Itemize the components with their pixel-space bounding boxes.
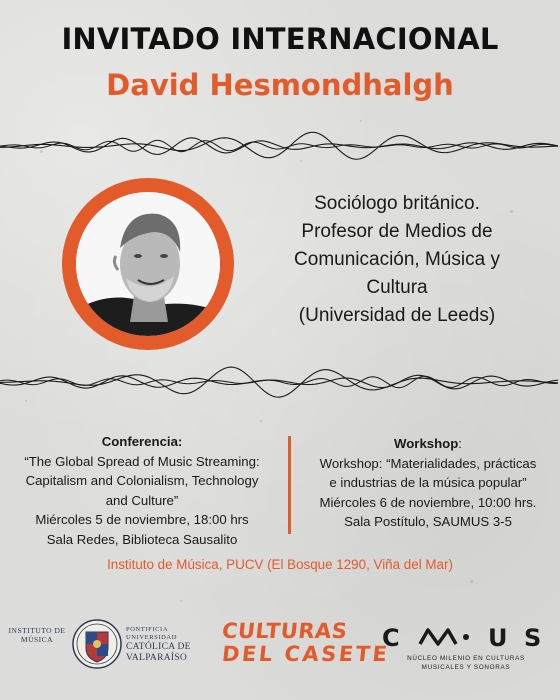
logo-text: CASETE [283,642,391,666]
conference-line: Capitalism and Colonialism, Technology [25,473,259,488]
logo-text [220,642,391,666]
logo-text: DEL [220,642,276,666]
culturas-del-casete-logo [220,619,391,678]
conference-label: Conferencia: [101,434,183,449]
camus-subtitle [380,654,552,672]
conference-line: “The Global Spread of Music Streaming: [24,453,260,469]
bottom-sound-wave [0,362,560,402]
logo-text: PONTIFICIA [126,626,169,633]
logo-text: CATÓLICA DE [126,642,191,652]
page-title: INVITADO INTERNACIONAL [61,22,499,56]
speaker-photo [76,192,220,336]
logo-text: VALPARAÍSO [126,653,188,663]
conference-line: Miércoles 5 de noviembre, 18:00 hrs [35,512,249,527]
bio-line: Comunicación, Música y [294,249,500,270]
texture-speckle [260,420,262,422]
speaker-portrait-image [76,192,220,336]
logo-text: MÚSICA [20,635,54,644]
workshop-line: e industrias de la música popular” [329,475,527,490]
conference-section [4,432,280,549]
conference-line: and Culture” [105,492,179,508]
camus-wave-mark [420,630,456,644]
workshop-heading [296,434,560,454]
texture-speckle [360,120,362,122]
camus-logo [380,624,552,650]
camus-dot [463,634,469,640]
logo-text: UNIVERSIDAD [126,634,178,641]
workshop-line: Sala Postítulo, SAUMUS 3-5 [344,514,512,529]
top-sound-wave [0,126,560,166]
workshop-section [296,434,560,532]
logo-text: MUSICALES Y SONORAS [421,664,511,671]
pucv-seal-icon [72,616,122,672]
section-divider [288,436,291,534]
logo-text: CULTURAS [220,619,349,643]
camus-letter: S [524,624,542,650]
camus-letter: C [382,624,400,650]
logo-text: INSTITUTO DE [8,626,66,635]
workshop-label-suffix: : [458,436,462,451]
bio-line: (Universidad de Leeds) [298,305,496,326]
logo-text: NÚCLEO MILENIO EN CULTURAS [407,655,525,662]
texture-speckle [470,580,473,583]
instituto-musica-logo [6,626,68,644]
bio-line: Cultura [366,277,428,298]
bio-line: Sociólogo británico. [314,193,480,214]
pucv-logo-text [126,626,222,664]
speaker-bio [262,190,532,330]
texture-speckle [180,600,182,602]
venue-address: Instituto de Música, PUCV (El Bosque 1290, Viña del Mar) [107,557,453,572]
workshop-label: Workshop [394,436,459,451]
workshop-line: Miércoles 6 de noviembre, 10:00 hrs. [319,494,537,510]
bio-line: Profesor de Medios de [301,221,493,242]
camus-letter: U [488,624,508,650]
workshop-line: Workshop: “Materialidades, prácticas [319,455,537,471]
conference-line: Sala Redes, Biblioteca Sausalito [46,531,238,547]
guest-name: David Hesmondhalgh [106,68,454,102]
